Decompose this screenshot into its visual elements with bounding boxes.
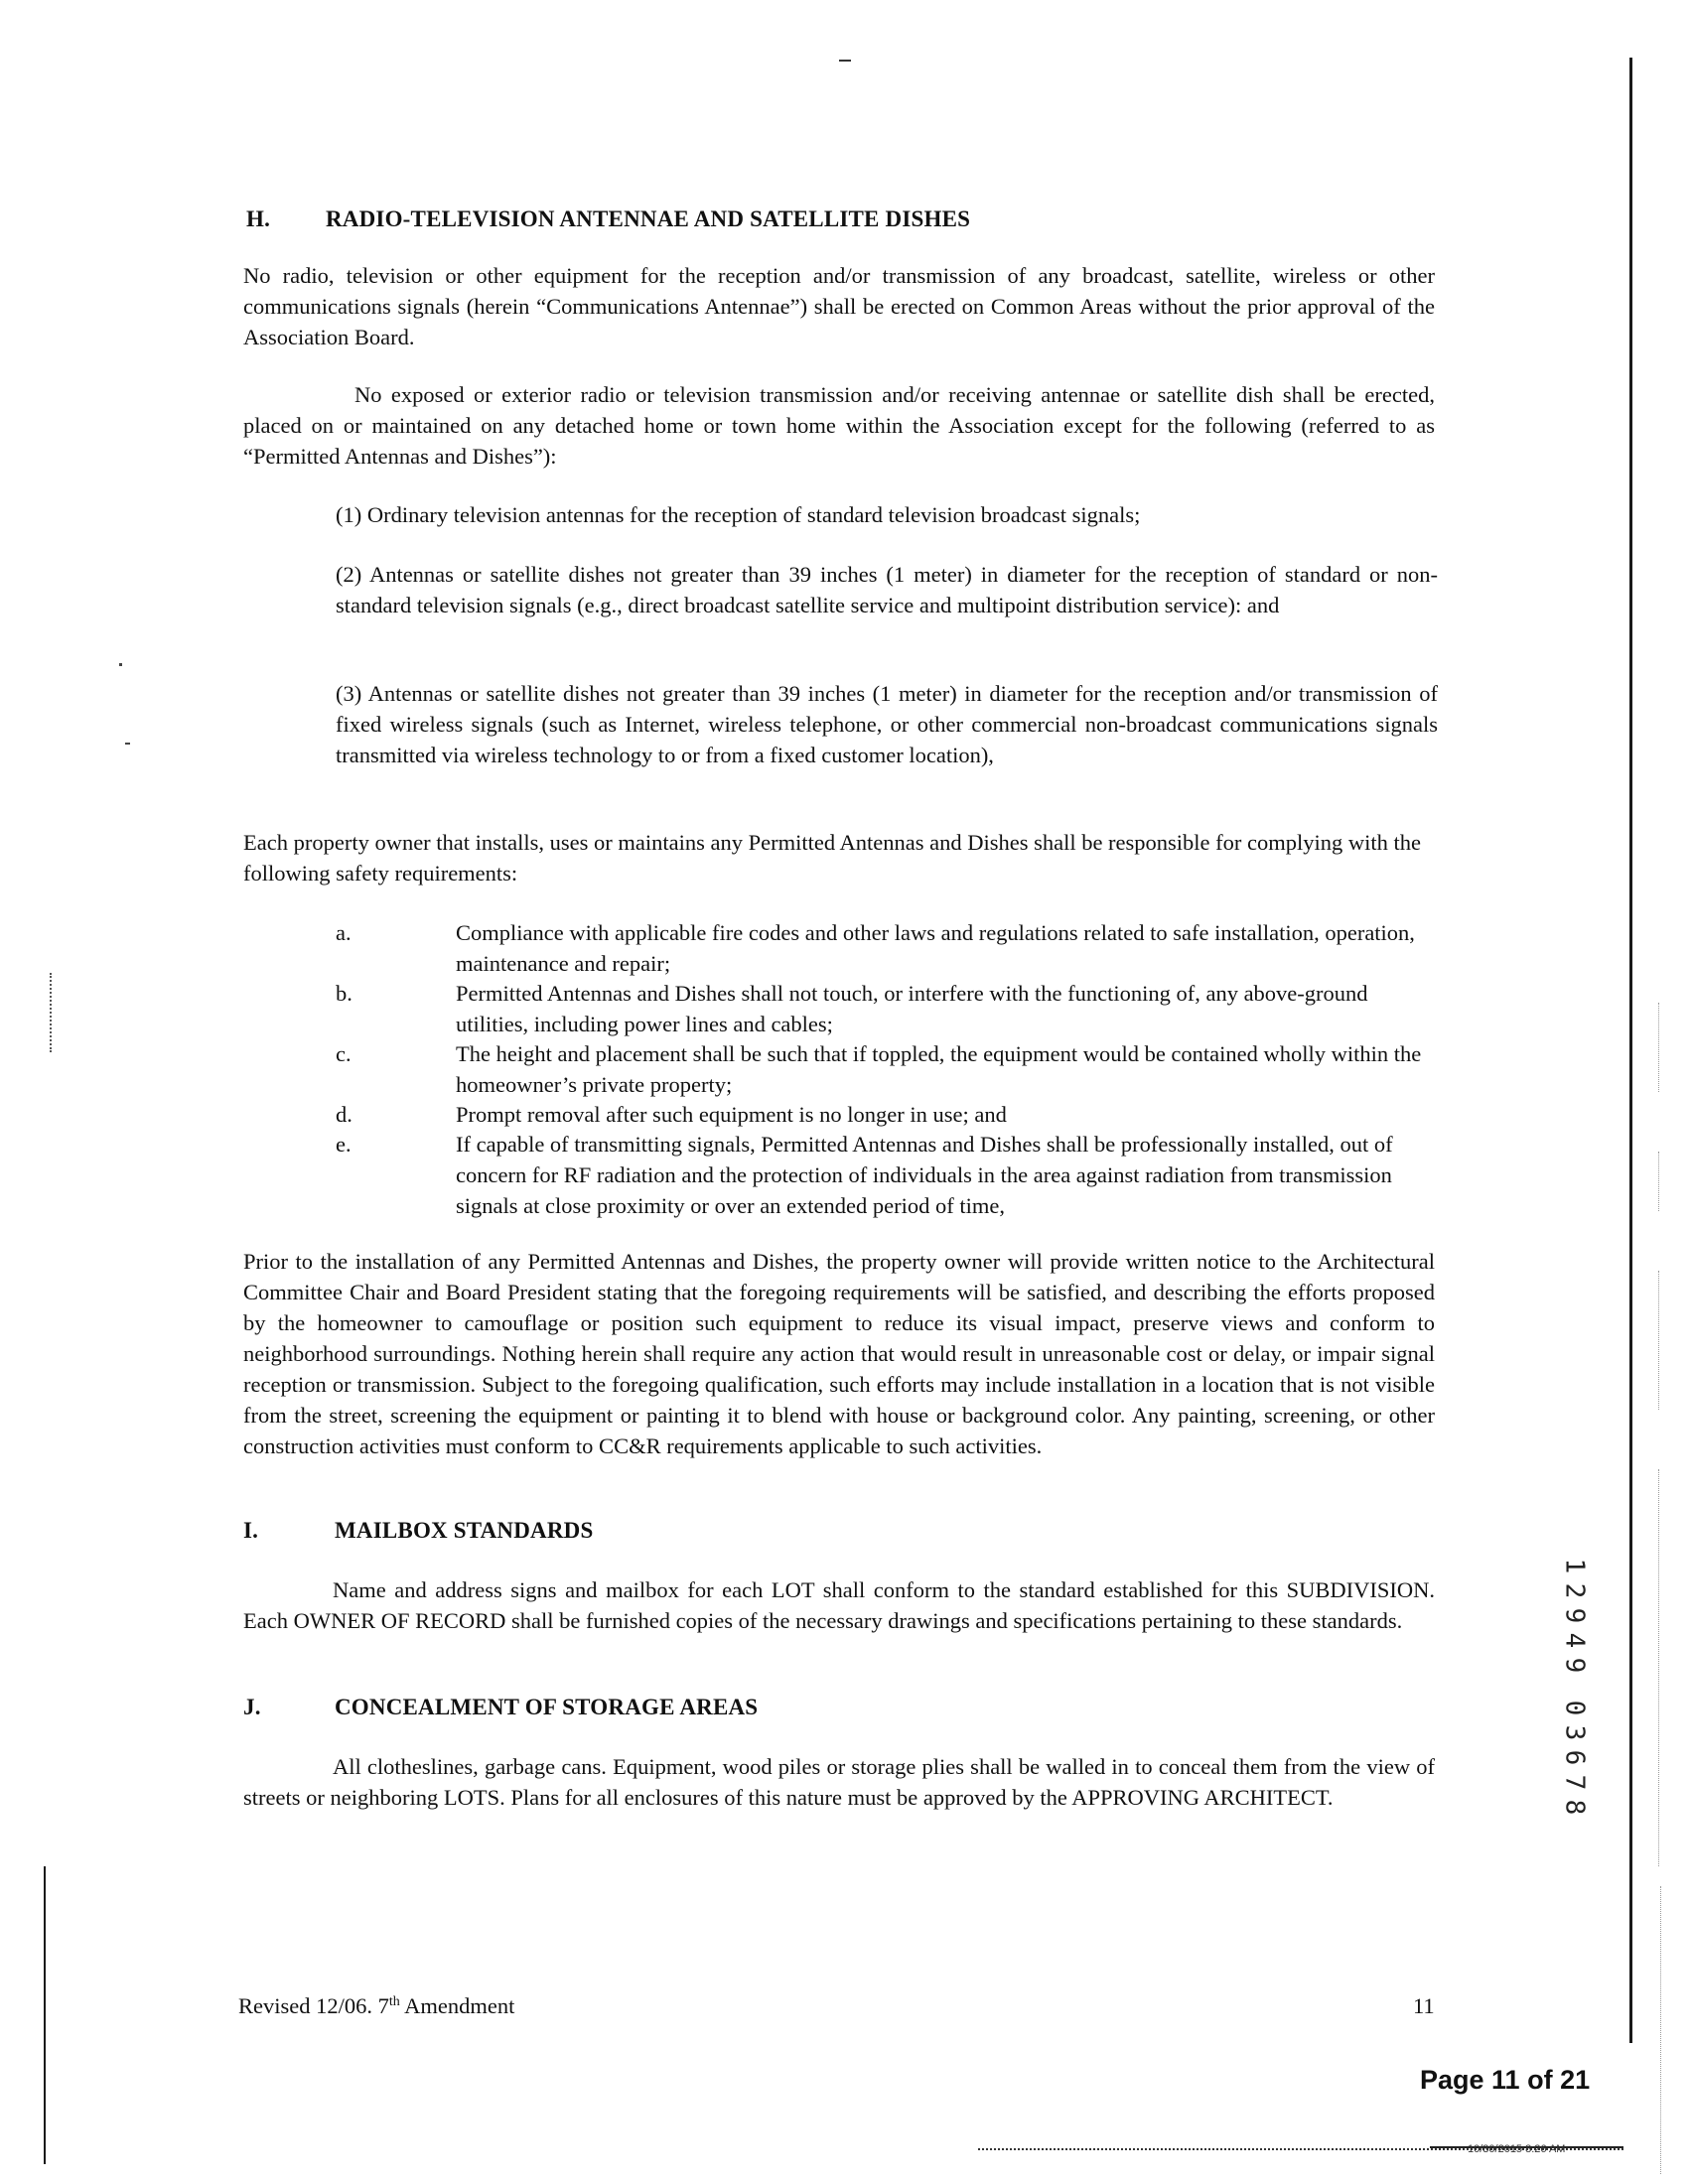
section-i-title: MAILBOX STANDARDS — [335, 1518, 594, 1543]
book-page-digit: 9 — [1559, 1657, 1590, 1674]
revision-prefix: Revised 12/06. 7 — [238, 1993, 389, 2018]
requirement-text: Prompt removal after such equipment is no longer in use; and — [456, 1102, 1007, 1127]
section-j-paragraph: All clotheslines, garbage cans. Equipment, wood piles or storage plies shall be walled in to conceal them from the view of streets or neighboring LOTS. Plans for all enclosures of this nature must be approved by the APPROVING ARCHITECT. — [243, 1754, 1435, 1810]
revision-note — [238, 1990, 514, 2021]
recording-timestamp: 10/30/2015 8:26 AM — [1468, 2143, 1566, 2155]
requirement-text: If capable of transmitting signals, Permitted Antennas and Dishes shall be professionally installed, out of concern for RF radiation and the protection of individuals in the area against radiation from transmission signals at close proximity or over an extended period of time, — [456, 1132, 1393, 1218]
book-page-digit: 1 — [1559, 1558, 1590, 1574]
scan-dotted-mark — [1658, 1469, 1659, 1866]
section-j-title: CONCEALMENT OF STORAGE AREAS — [335, 1695, 759, 1719]
book-page-digit: 7 — [1559, 1774, 1590, 1791]
book-page-digit: 9 — [1559, 1607, 1590, 1624]
scan-speck — [119, 663, 122, 666]
requirement-marker: b. — [336, 981, 352, 1006]
requirement-text: Permitted Antennas and Dishes shall not touch, or interfere with the functioning of, any above-ground utilities, including power lines and cables; — [456, 981, 1368, 1036]
book-page-digit: 4 — [1559, 1632, 1590, 1649]
requirement-marker: c. — [336, 1041, 352, 1066]
section-h-item-3: (3) Antennas or satellite dishes not greater than 39 inches (1 meter) in diameter for the reception and/or transmission of fixed wireless signals (such as Internet, wireless telephone, or other commercial non-broadcast communications signals transmitted via wireless technology to or from a fixed customer location), — [336, 681, 1438, 767]
book-page-digit: 2 — [1559, 1582, 1590, 1599]
book-page-digit: 6 — [1559, 1749, 1590, 1766]
section-h-paragraph-4: Prior to the installation of any Permitted Antennas and Dishes, the property owner will provide written notice to the Architectural Committee Chair and Board President stating that the foregoing requirements will be satisfied, and describing the efforts proposed by the homeowner to camouflage or position such equipment to reduce its visual impact, preserve views and conform to neighborhood surroundings. Nothing herein shall require any action that would result in unreasonable cost or delay, or impair signal reception or transmission. Subject to the foregoing qualification, such efforts may include installation in a location that is not visible from the street, screening the equipment or painting it to blend with house or background color. Any painting, screening, or other construction activities must conform to CC&R requirements applicable to such activities. — [243, 1249, 1435, 1458]
scan-mark — [839, 60, 851, 62]
page-number: 11 — [1413, 1993, 1435, 2018]
requirement-text: The height and placement shall be such that if toppled, the equipment would be contained wholly within the homeowner’s private property; — [456, 1041, 1422, 1097]
section-h-paragraph-2: No exposed or exterior radio or television transmission and/or receiving antennae or satellite dish shall be erected, placed on or maintained on any detached home or town home within the Association except for the following (referred to as “Permitted Antennas and Dishes”): — [243, 382, 1435, 469]
section-h-item-2: (2) Antennas or satellite dishes not greater than 39 inches (1 meter) in diameter for the reception of standard or non-standard television signals (e.g., direct broadcast satellite service and multipoint distribution service): and — [336, 562, 1438, 617]
requirement-marker: e. — [336, 1132, 352, 1157]
section-i-letter: I. — [243, 1518, 259, 1543]
section-h-item-1: (1) Ordinary television antennas for the reception of standard television broadcast signals; — [336, 502, 1141, 527]
section-i-paragraph: Name and address signs and mailbox for each LOT shall conform to the standard established for this SUBDIVISION. Each OWNER OF RECORD shall be furnished copies of the necessary drawings and specifications pertaining to these standards. — [243, 1577, 1435, 1633]
section-h-paragraph-1: No radio, television or other equipment for the reception and/or transmission of any broadcast, satellite, wireless or other communications signals (herein “Communications Antennae”) shall be erected on Common Areas without the prior approval of the Association Board. — [243, 263, 1435, 349]
page-of-stamp: Page 11 of 21 — [1420, 2065, 1591, 2095]
requirement-marker: d. — [336, 1102, 352, 1127]
book-page-digit: 8 — [1559, 1799, 1590, 1816]
section-h-paragraph-3: Each property owner that installs, uses or maintains any Permitted Antennas and Dishes shall be responsible for complying with the following safety requirements: — [243, 830, 1422, 886]
requirement-marker: a. — [336, 920, 352, 945]
revision-superscript: th — [388, 1994, 400, 2009]
book-page-digit: 3 — [1559, 1724, 1590, 1741]
section-j-heading — [243, 1692, 759, 1722]
scan-dotted-mark — [1658, 1003, 1659, 1092]
requirement-text: Compliance with applicable fire codes and other laws and regulations related to safe installation, operation, maintenance and repair; — [456, 920, 1415, 976]
margin-book-page-number — [1559, 1554, 1590, 1820]
scan-dotted-mark — [1658, 1271, 1659, 1410]
section-h-letter: H. — [246, 206, 271, 231]
scan-dotted-mark — [1660, 1886, 1661, 2174]
scan-right-border — [1629, 58, 1632, 2043]
section-j-letter: J. — [243, 1695, 261, 1719]
revision-suffix: Amendment — [399, 1993, 515, 2018]
book-page-digit: 0 — [1559, 1700, 1590, 1716]
section-h-title: RADIO-TELEVISION ANTENNAE AND SATELLITE DISHES — [326, 206, 971, 231]
scan-dotted-mark — [50, 973, 52, 1052]
section-i-heading — [243, 1515, 594, 1546]
scan-left-border — [44, 1866, 46, 2164]
section-h-heading — [246, 204, 971, 234]
scan-speck — [125, 743, 130, 745]
scan-dotted-mark — [1658, 1152, 1659, 1211]
